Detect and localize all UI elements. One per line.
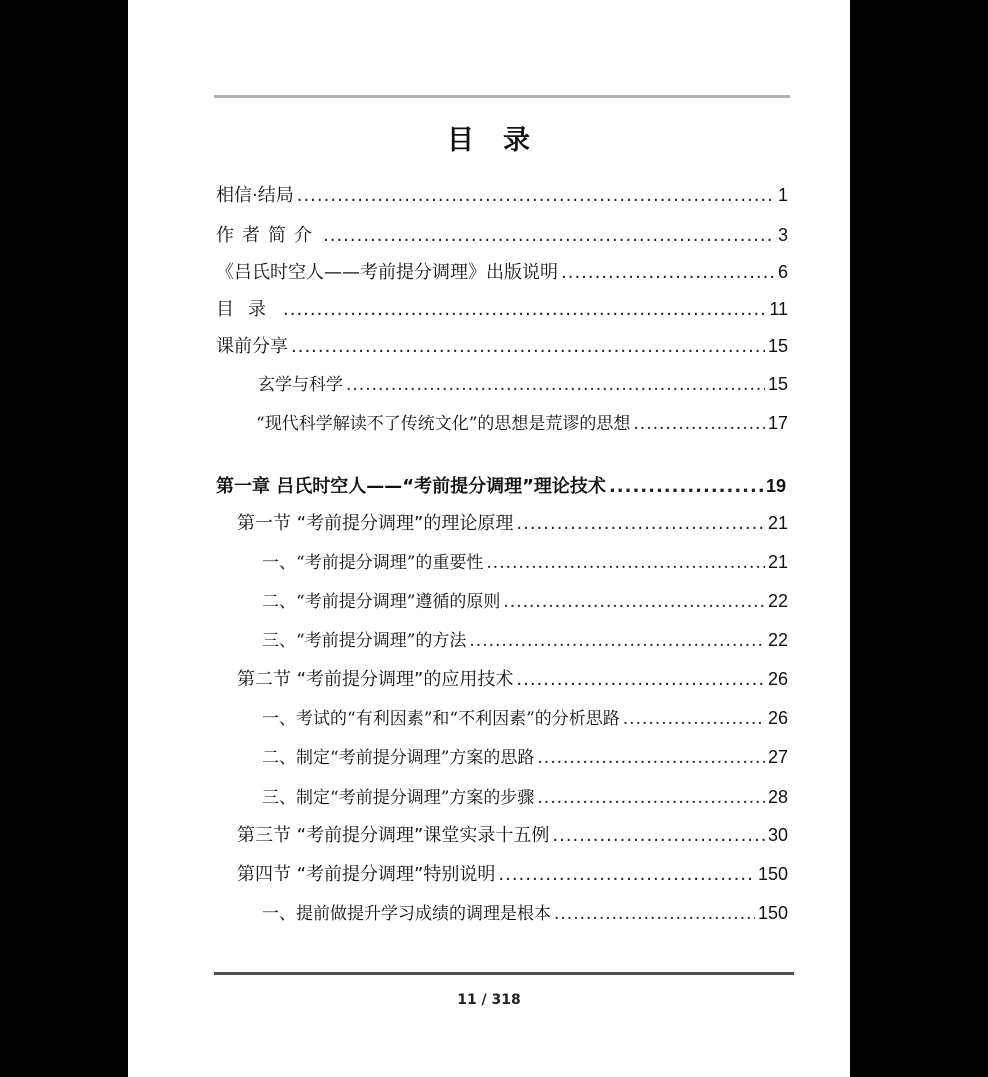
leader-dots: [516, 665, 765, 695]
leader-dots: [323, 221, 775, 251]
toc-entry-label: 二、“考前提分调理”遵循的原则: [262, 592, 501, 612]
leader-dots: [537, 783, 765, 813]
toc-entry-page: 28: [767, 787, 788, 807]
leader-dots: [469, 626, 765, 656]
page-number-footer: 11 / 318: [457, 992, 521, 1008]
toc-entry-page: 1: [777, 185, 788, 205]
leader-dots: [561, 258, 775, 288]
toc-entry[interactable]: [262, 625, 788, 655]
toc-entry-label: 二、制定“考前提分调理”方案的思路: [262, 748, 535, 768]
toc-entry-label: 第一章 吕氏时空人——“考前提分调理”理论技术: [216, 476, 606, 497]
toc-entry-page: 22: [767, 630, 788, 650]
toc-entry[interactable]: [262, 742, 788, 772]
toc-entry-page: 27: [767, 747, 788, 767]
toc-entry-label: 目录: [216, 299, 280, 320]
toc-entry[interactable]: [262, 782, 788, 812]
top-rule: [214, 95, 790, 98]
toc-entry-label: 三、制定“考前提分调理”方案的步骤: [262, 788, 535, 808]
toc-entry-label: 《吕氏时空人——考前提分调理》出版说明: [216, 262, 558, 283]
leader-dots: [554, 899, 755, 929]
toc-entry-page: 26: [767, 708, 788, 728]
bottom-rule: [214, 972, 794, 975]
toc-entry-label: 第二节 “考前提分调理”的应用技术: [237, 669, 514, 690]
toc-entry-label: 玄学与科学: [258, 375, 343, 395]
leader-dots: [283, 295, 766, 325]
toc-entry-label: “现代科学解读不了传统文化”的思想是荒谬的思想: [256, 414, 631, 434]
toc-entry-label: 一、“考前提分调理”的重要性: [262, 553, 484, 573]
leader-dots: [486, 548, 765, 578]
toc-entry-page: 21: [767, 552, 788, 572]
toc-entry[interactable]: [258, 369, 788, 399]
toc-entry-label: 一、考试的“有利因素”和“不利因素”的分析思路: [262, 709, 620, 729]
leader-dots: [623, 704, 765, 734]
toc-section-entry[interactable]: [237, 820, 788, 850]
toc-section-entry[interactable]: [237, 859, 788, 889]
toc-entry[interactable]: [216, 180, 788, 210]
toc-entry-label: 第一节 “考前提分调理”的理论原理: [237, 513, 514, 534]
toc-entry-page: 26: [767, 669, 788, 689]
toc-entry-page: 11: [769, 299, 788, 319]
toc-entry-label: 相信·结局: [216, 185, 294, 206]
leader-dots: [516, 509, 765, 539]
toc-entry[interactable]: [262, 547, 788, 577]
toc-entry[interactable]: [262, 898, 788, 928]
toc-entry-page: 15: [767, 336, 788, 356]
toc-entry-page: 150: [757, 903, 788, 923]
toc-entry-page: 17: [767, 413, 788, 433]
toc-section-entry[interactable]: [237, 508, 788, 538]
toc-entry-label: 作者简介: [216, 225, 320, 246]
toc-entry-label: 一、提前做提升学习成绩的调理是根本: [262, 904, 551, 924]
toc-entry-page: 6: [777, 262, 788, 282]
leader-dots: [498, 860, 755, 890]
toc-entry-page: 3: [777, 225, 788, 245]
toc-chapter-entry[interactable]: [216, 471, 786, 501]
toc-entry-label: 第三节 “考前提分调理”课堂实录十五例: [237, 825, 550, 846]
toc-entry-page: 150: [757, 864, 788, 884]
toc-entry-page: 30: [767, 825, 788, 845]
leader-dots: [297, 181, 775, 211]
leader-dots: [633, 409, 765, 439]
toc-entry[interactable]: [262, 586, 788, 616]
toc-entry[interactable]: [216, 294, 788, 324]
leader-dots: [609, 472, 763, 502]
toc-entry-label: 课前分享: [216, 336, 288, 357]
page-title: 目 录: [447, 125, 531, 156]
toc-entry[interactable]: [256, 408, 788, 438]
toc-entry[interactable]: [216, 220, 788, 250]
toc-section-entry[interactable]: [237, 664, 788, 694]
toc-entry[interactable]: [262, 703, 788, 733]
toc-entry[interactable]: [216, 331, 788, 361]
leader-dots: [291, 332, 765, 362]
toc-entry-page: 22: [767, 591, 788, 611]
toc-entry-label: 第四节 “考前提分调理”特别说明: [237, 864, 496, 885]
leader-dots: [346, 370, 765, 400]
toc-entry-page: 19: [765, 476, 786, 496]
leader-dots: [537, 743, 765, 773]
toc-entry-page: 21: [767, 513, 788, 533]
document-page: [128, 0, 850, 1077]
leader-dots: [552, 821, 765, 851]
toc-entry-page: 15: [767, 374, 788, 394]
leader-dots: [503, 587, 765, 617]
toc-entry[interactable]: [216, 257, 788, 287]
toc-entry-label: 三、“考前提分调理”的方法: [262, 631, 467, 651]
